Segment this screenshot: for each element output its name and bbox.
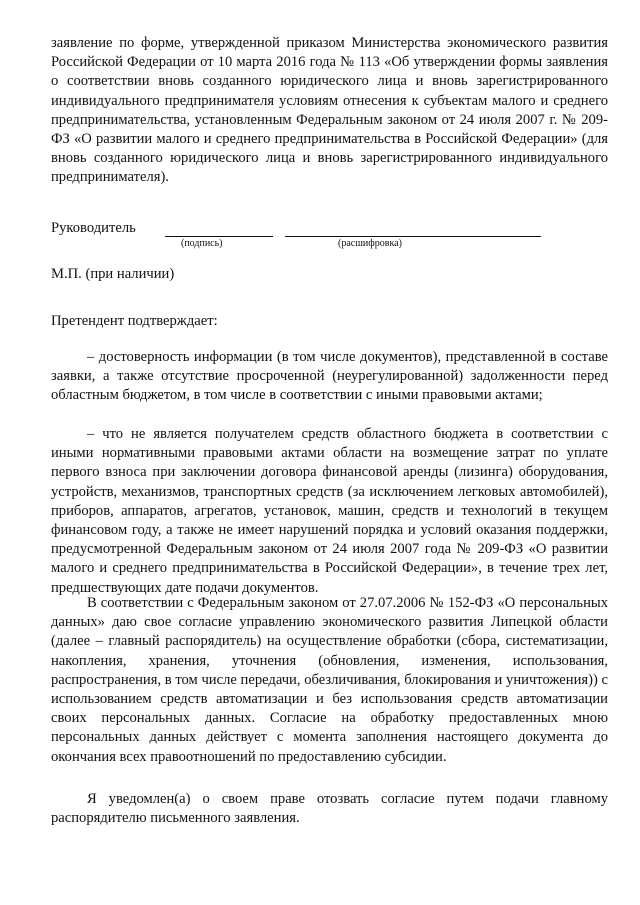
confirms-heading: Претендент подтверждает: (51, 313, 218, 329)
signature-line (165, 236, 273, 237)
seal-line: М.П. (при наличии) (51, 266, 175, 282)
withdrawal-paragraph: Я уведомлен(а) о своем праве отозвать согласие путем подачи главному распорядителю письменного заявления. (51, 791, 608, 827)
confirm-item-not-recipient: – что не является получателем средств областного бюджета в соответствии с иными нормативными правовыми актами области на возмещение затрат по уплате первого взноса при заключении договора финансовой аренды (лизинга) оборудования, устройств, механизмов, транспортных средств (за исключением легковых автомобилей), приборов, аппаратов, агрегатов, установок, машин, средств и технологий в текущем финансовом году, а также не имеет нарушений порядка и условий оказания поддержки, предусмотренной Федеральным законом от 24 июля 2007 года № 209-ФЗ «О развитии малого и среднего предпринимательства в Российской Федерации», в течение трех лет, предшествующих дате подачи документов. (51, 426, 608, 596)
signature-label: Руководитель (51, 220, 136, 236)
intro-paragraph: заявление по форме, утвержденной приказом Министерства экономического развития Российской Федерации от 10 марта 2016 года № 113 «Об утверждении формы заявления о соответствии вновь созданного юридического лица и вновь зарегистрированного индивидуального предпринимателя условиям отнесения к субъектам малого и среднего предпринимательства, установленным Федеральным законом от 24 июля 2007 г. № 209-ФЗ «О развитии малого и среднего предпринимательства в Российской Федерации» (для вновь созданного юридического лица и вновь зарегистрированного индивидуального предпринимателя). (51, 35, 608, 186)
decoding-line (285, 236, 541, 237)
consent-paragraph: В соответствии с Федеральным законом от 27.07.2006 № 152-ФЗ «О персональных данных» даю свое согласие управлению экономического развития Липецкой области (далее – главный распорядитель) на осуществление обработки (сбора, систематизации, накопления, хранения, уточнения (обновления, изменения, использования, распространения, в том числе передачи, обезличивания, блокирования и уничтожения)) с использованием средств автоматизации и без использования средств автоматизации своих персональных данных. Согласие на обработку предоставленных мною персональных данных действует с момента заполнения настоящего документа до окончания всех правоотношений по предоставлению субсидии. (51, 595, 608, 765)
signature-caption: (подпись) (181, 238, 223, 249)
decoding-caption: (расшифровка) (338, 238, 402, 249)
confirm-item-reliability: – достоверность информации (в том числе документов), представленной в составе заявки, а также отсутствие просроченной (неурегулированной) задолженности перед областным бюджетом, в том числе в соответствии с иными правовыми актами; (51, 349, 608, 404)
